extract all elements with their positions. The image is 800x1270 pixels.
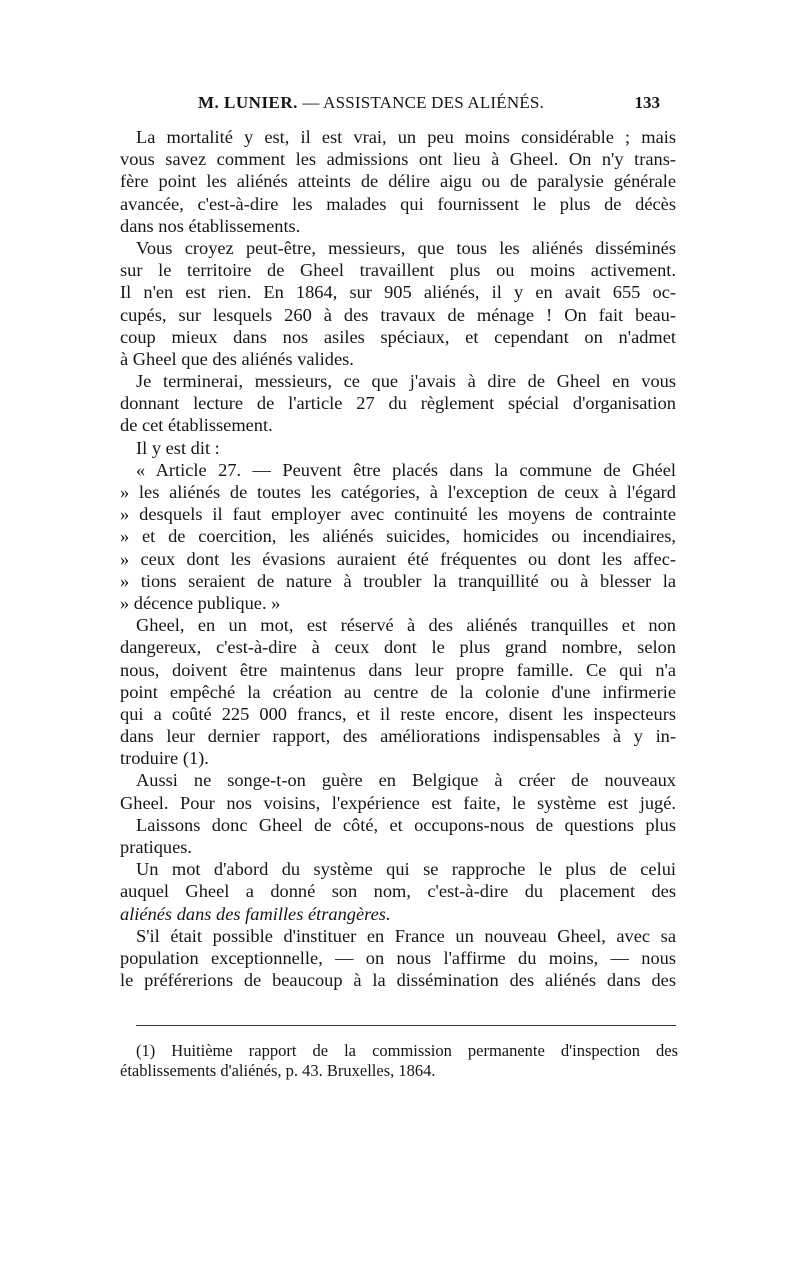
quote-line: » ceux dont les évasions auraient été fréquentes ou dont les affec-: [120, 548, 676, 569]
text-line: population exceptionnelle, — on nous l'affirme du moins, — nous: [120, 947, 676, 968]
text-line: sur le territoire de Gheel travaillent plus ou moins activement.: [120, 260, 676, 281]
text-line: dans nos établissements.: [120, 215, 301, 236]
text-line: Un mot d'abord du système qui se rapproche le plus de celui: [136, 859, 676, 880]
text-line: cupés, sur lesquels 260 à des travaux de ménage ! On fait beau-: [120, 304, 676, 325]
text-line: point empêché la création au centre de la colonie d'une infirmerie: [120, 681, 676, 702]
text-line: qui a coûté 225 000 francs, et il reste encore, disent les inspecteurs: [120, 703, 676, 724]
text-line: troduire (1).: [120, 748, 209, 769]
text-line: Il y est dit :: [136, 437, 220, 458]
text-line: Vous croyez peut-être, messieurs, que tous les aliénés disséminés: [136, 237, 676, 258]
footnote-line: (1) Huitième rapport de la commission permanente d'inspection des: [136, 1041, 678, 1060]
quote-line: « Article 27. — Peuvent être placés dans la commune de Ghéel: [136, 459, 676, 480]
text-line: Il n'en est rien. En 1864, sur 905 aliénés, il y en avait 655 oc-: [120, 282, 676, 303]
text-line: fère point les aliénés atteints de délire aigu ou de paralysie générale: [120, 171, 676, 192]
text-line: Aussi ne songe-t-on guère en Belgique à créer de nouveaux: [136, 770, 676, 791]
text-line: avancée, c'est-à-dire les malades qui fournissent le plus de décès: [120, 193, 676, 214]
text-line: Gheel. Pour nos voisins, l'expérience est faite, le système est jugé.: [120, 792, 676, 813]
text-line: dangereux, c'est-à-dire à ceux dont le plus grand nombre, selon: [120, 637, 676, 658]
quote-line: » tions seraient de nature à troubler la tranquillité ou à blesser la: [120, 570, 676, 591]
text-line: auquel Gheel a donné son nom, c'est-à-dire du placement des: [120, 881, 676, 902]
running-header: [120, 90, 660, 116]
header-author: M. LUNIER.: [198, 93, 298, 112]
footnote-divider: [136, 1025, 676, 1026]
footnote-line: établissements d'aliénés, p. 43. Bruxelles, 1864.: [120, 1061, 436, 1080]
text-line: Laissons donc Gheel de côté, et occupons-nous de questions plus: [136, 814, 676, 835]
text-line: Je terminerai, messieurs, ce que j'avais à dire de Gheel en vous: [136, 371, 676, 392]
text-line: le préférerions de beaucoup à la dissémination des aliénés dans des: [120, 970, 676, 991]
quote-line: » décence publique. »: [120, 592, 281, 613]
text-line: coup mieux dans nos asiles spéciaux, et cependant on n'admet: [120, 326, 676, 347]
text-line: de cet établissement.: [120, 415, 273, 436]
page-number: 133: [634, 93, 660, 112]
body-text: [120, 126, 676, 991]
header-title: — ASSISTANCE DES ALIÉNÉS.: [302, 93, 545, 112]
quote-line: » desquels il faut employer avec continuité les moyens de contrainte: [120, 504, 676, 525]
quote-line: » les aliénés de toutes les catégories, à l'exception de ceux à l'égard: [120, 482, 676, 502]
text-line: La mortalité y est, il est vrai, un peu moins considérable ; mais: [136, 127, 676, 147]
text-line: donnant lecture de l'article 27 du règlement spécial d'organisation: [120, 393, 676, 414]
italic-line: aliénés dans des familles étrangères.: [120, 903, 391, 924]
text-line: dans leur dernier rapport, des améliorations indispensables à y in-: [120, 726, 676, 747]
text-line: S'il était possible d'instituer en France un nouveau Gheel, avec sa: [136, 925, 676, 946]
text-line: à Gheel que des aliénés valides.: [120, 348, 354, 369]
text-line: pratiques.: [120, 837, 193, 857]
text-line: Gheel, en un mot, est réservé à des aliénés tranquilles et non: [136, 615, 676, 636]
footnote: [120, 1041, 678, 1081]
text-line: nous, doivent être maintenus dans leur propre famille. Ce qui n'a: [120, 659, 676, 680]
quote-line: » et de coercition, les aliénés suicides, homicides ou incendiaires,: [120, 526, 676, 547]
text-line: vous savez comment les admissions ont lieu à Gheel. On n'y trans-: [120, 149, 676, 170]
